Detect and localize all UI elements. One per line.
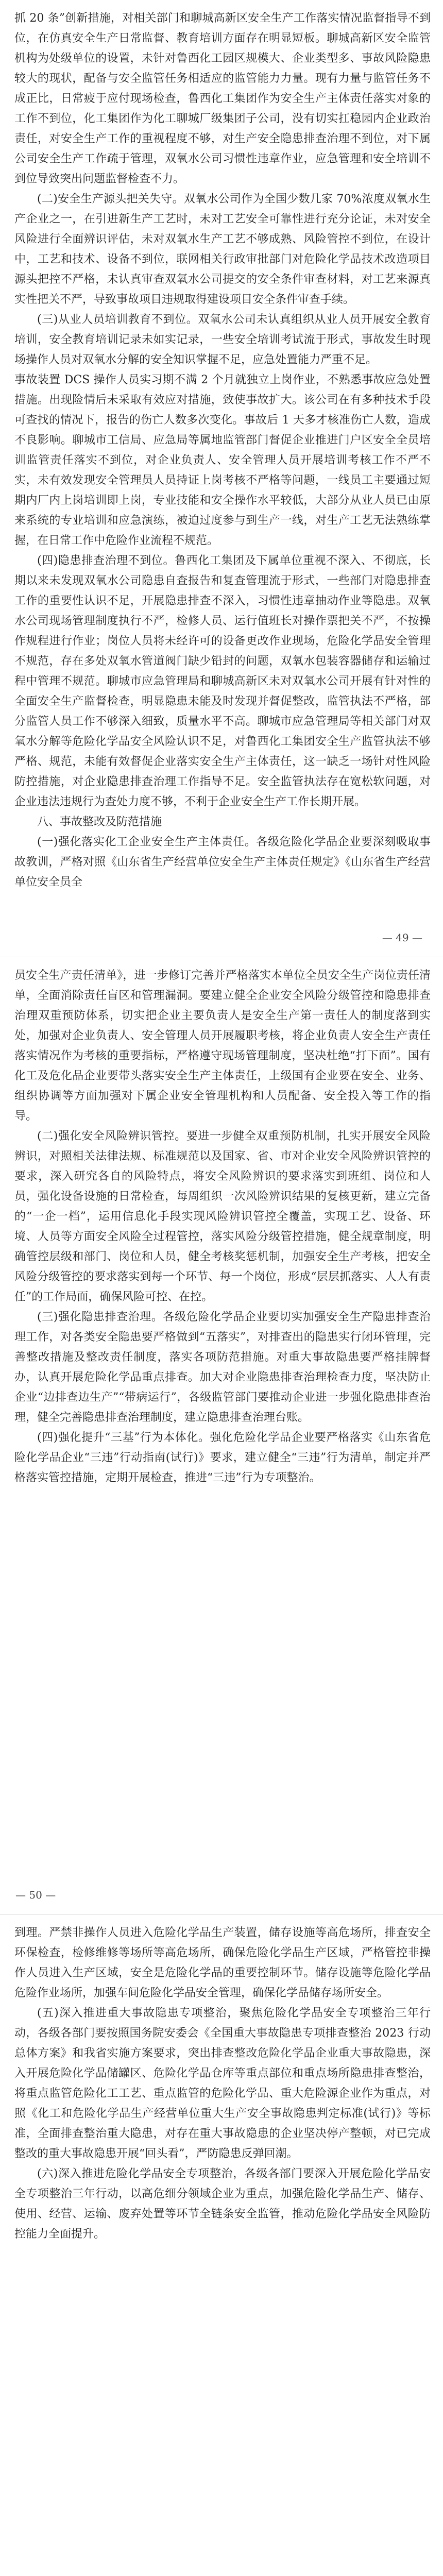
page-body	[14, 8, 431, 892]
paragraph: (三)强化隐患排查治理。各级危险化学品企业要切实加强安全生产隐患排查治理工作，对各类安全隐患要严格做到“五落实”，对排查出的隐患实行闭环管理，完善整改措施及整改责任制度，落实各项防范措施。对重大事故隐患要严格挂牌督办，认真开展危险化学品重点排查。加大对企业隐患排查治理检查力度，坚决防止企业“边排查边生产”“带病运行”，各级监管部门要推动企业进一步强化隐患排查治理，健全完善隐患排查治理制度，建立隐患排查治理台账。	[14, 1311, 431, 1424]
section-heading: 八、事故整改及防范措施	[37, 816, 162, 828]
paragraph: 员安全生产责任清单》，进一步修订完善并严格落实本单位全员安全生产岗位责任清单，全面消除责任盲区和管理漏洞。要建立健全企业安全风险分级管控和隐患排查治理双重预防体系，切实把企业主要负责人是安全生产第一责任人的制度落到实处，加强对企业负责人、安全管理人员开展履职考核，将企业负责人安全生产责任落实情况作为考核的重要指标，严格遵守现场管理制度，坚决杜绝“打下面”。国有化工及危化品企业要带头落实安全生产主体责任，上级国有企业要在安全、业务、组织协调等方面加强对下属企业安全管理机构和人员配备、安全投入等工作的指导。	[14, 969, 431, 1123]
document-page-51	[0, 1914, 443, 2576]
page-body	[14, 965, 431, 1488]
paragraph: (二)强化安全风险辨识管控。要进一步健全双重预防机制，扎实开展安全风险辨识，对照相关法律法规、标准规范以及国家、省、市对企业安全风险辨识管控的要求，深入研究各自的风险特点，将安全风险辨识的要求落实到班组、岗位和人员，强化设备设施的日常检查，每周组织一次风险辨识结果的复核更新，建立完备的“一企一档”，运用信息化手段实现风险辨识管控全覆盖，实现工艺、设备、环境、人员等方面安全风险全过程管控，落实风险分级管控措施，健全规章制度，明确管控层级和部门、岗位和人员，健全考核奖惩机制，加强安全生产考核，把安全风险分级管控的要求落实到每一个环节、每一个岗位，形成“层层抓落实、人人有责任”的工作局面，确保风险可控、在控。	[14, 1130, 431, 1303]
paragraph: 抓 20 条”创新措施，对相关部门和聊城高新区安全生产工作落实情况监督指导不到位，在仿真安全生产日常监督、教育培训方面存在明显短板。聊城高新区安全监管机构为处级单位的设置，未针对鲁西化工园区规模大、企业类型多、事故风险隐患较大的现状，配备与安全监管任务相适应的监管能力力量。现有力量与监管任务不成正比，日常疲于应付现场检查，鲁西化工集团作为安全生产主体责任落实对象的工作不到位，化工集团作为化工聊城厂级集团子公司，没有切实扛稳园内企业政治责任，对安全生产工作的重视程度不够，对生产安全隐患排查治理不到位，对下属公司安全生产工作疏于管理，双氧水公司习惯性违章作业，应急管理和安全培训不到位导致突出问题监督检查不力。	[14, 12, 431, 185]
document-page-49	[0, 0, 443, 957]
page-body	[14, 1923, 431, 2244]
paragraph: 到理。严禁非操作人员进入危险化学品生产装置，储存设施等高危场所，排查安全环保检查，检修维修等场所等高危场所，确保危险化学品生产区域，严格管控非操作人员进入生产区域，安全是危险化学品的重要控制环节。储存设施等危险化学品危险作业场所，加强车间危险化学品安全管理，确保化学品储存场所安全。	[14, 1926, 431, 1999]
paragraph: (五)深入推进重大事故隐患专项整治，聚焦危险化学品安全专项整治三年行动，各级各部门要按照国务院安委会《全国重大事故隐患专项排查整治 2023 行动总体方案》和我省实施方案要求，突出排查整改危险化学品企业重大事故隐患，深入开展危险化学品储罐区、危险化学品仓库等重点部位和重点场所隐患排查整治，将重点监管危险化工工艺、重点监管的危险化学品、重大危险源企业作为重点，对照《化工和危险化学品生产经营单位重大生产安全事故隐患判定标准(试行)》等标准，全面排查整治重大隐患，对存在重大事故隐患的企业坚决停产整顿，对已完成整改的重大事故隐患开展“回头看”，严防隐患反弹回潮。	[14, 2007, 431, 2160]
paragraph: (一)强化落实化工企业安全生产主体责任。各级危险化学品企业要深刻吸取事故教训，严格对照《山东省生产经营单位安全生产主体责任规定》《山东省生产经营单位安全员全	[14, 836, 431, 889]
paragraph: (二)安全生产源头把关失守。双氧水公司作为全国少数几家 70%浓度双氧水生产企业之一，在引进新生产工艺时，未对工艺安全可靠性进行充分论证，未对安全风险进行全面辨识评估，未对双氧水生产工艺不够成熟、风险管控不到位，在设计中，工艺和技术、设备不到位，联网相关行政审批部门对危险化学品技术改造项目源头把控不严格，未认真审查双氧水公司提交的安全条件审查材料，对工艺来源真实性把关不严，导致事故项目违规取得建设项目安全条件审查手续。	[14, 193, 431, 306]
document-page-50	[0, 957, 443, 1914]
page-number: — 50 —	[15, 1889, 56, 1901]
paragraph: (六)深入推进危险化学品安全专项整治，各级各部门要深入开展危险化学品安全专项整治三年行动，以高危细分领域企业为重点，加强危险化学品生产、储存、使用、经营、运输、废弃处置等环节全链条安全监管，推动危险化学品安全风险防控能力全面提升。	[14, 2167, 431, 2241]
paragraph: 事故装置 DCS 操作人员实习期不满 2 个月就独立上岗作业，不熟悉事故应急处置措施。出现险情后未采取有效应对措施，致使事故扩大。该公司在有多种技术手段可查找的情况下，报告的伤亡人数多次变化。事故后 1 天多才核准伤亡人数，造成不良影响。聊城市工信局、应急局等属地监管部门督促企业推进门户区安全全员培训监管责任落实不到位，对企业负责人、安全管理人员开展培训考核工作不严不实，未有效发现安全管理员人员持证上岗考核不严格等问题，一线员工主要通过短期内厂内上岗培训即上岗，专业技能和安全操作水平较低，大部分从业人员已由原来系统的专业培训和应急演练，被迫过度参与到生产一线，对生产工艺无法熟练掌握，在日常工作中危险作业流程不规范。	[14, 374, 431, 547]
paragraph: (三)从业人员培训教育不到位。双氧水公司未认真组织从业人员开展安全教育培训，安全教育培训记录未如实记录，一些安全培训考试流于形式，事故发生时现场操作人员对双氧水分解的安全知识掌握不足，应急处置能力严重不足。	[14, 313, 431, 366]
paragraph: (四)强化提升“三基”行为本体化。强化危险化学品企业要严格落实《山东省危险化学品企业“三违”行动指南(试行)》要求，建立健全“三违”行为清单，制定并严格落实管控措施，定期开展检查，推进“三违”行为专项整治。	[14, 1431, 431, 1484]
paragraph: (四)隐患排查治理不到位。鲁西化工集团及下属单位重视不深入、不彻底，长期以来未发现双氧水公司隐患自查报告和复查管理流于形式，一些部门对隐患排查工作的重要性认识不足，开展隐患排查不深入，习惯性违章抽动作业等隐患。双氧水公司现场管理制度执行不严，检修人员、运行值班长对操作票把关不严，不按操作规程进行作业；岗位人员将未经许可的设备更改作业现场，危险化学品安全管理不规范，存在多处双氧水管道阀门缺少铅封的问题，双氧水包装容器储存和运输过程中管理不规范。聊城市应急管理局和聊城高新区未对双氧水公司开展有针对性的全面安全生产监督检查，明显隐患未能及时发现并督促整改，监管执法不严格，部分监管人员工作不够深入细致，质量水平不高。聊城市应急管理局等相关部门对双氧水分解等危险化学品安全风险认识不足，对鲁西化工集团安全生产监管执法不够严格、规范，未能有效督促企业落实安全生产主体责任，这一缺乏一场针对性风险防控措施，对企业隐患排查治理工作指导不足。安全监管执法存在宽松软问题，对企业违法违规行为查处力度不够，不利于企业安全生产工作长期开展。	[14, 554, 431, 808]
page-number: — 49 —	[382, 931, 422, 944]
